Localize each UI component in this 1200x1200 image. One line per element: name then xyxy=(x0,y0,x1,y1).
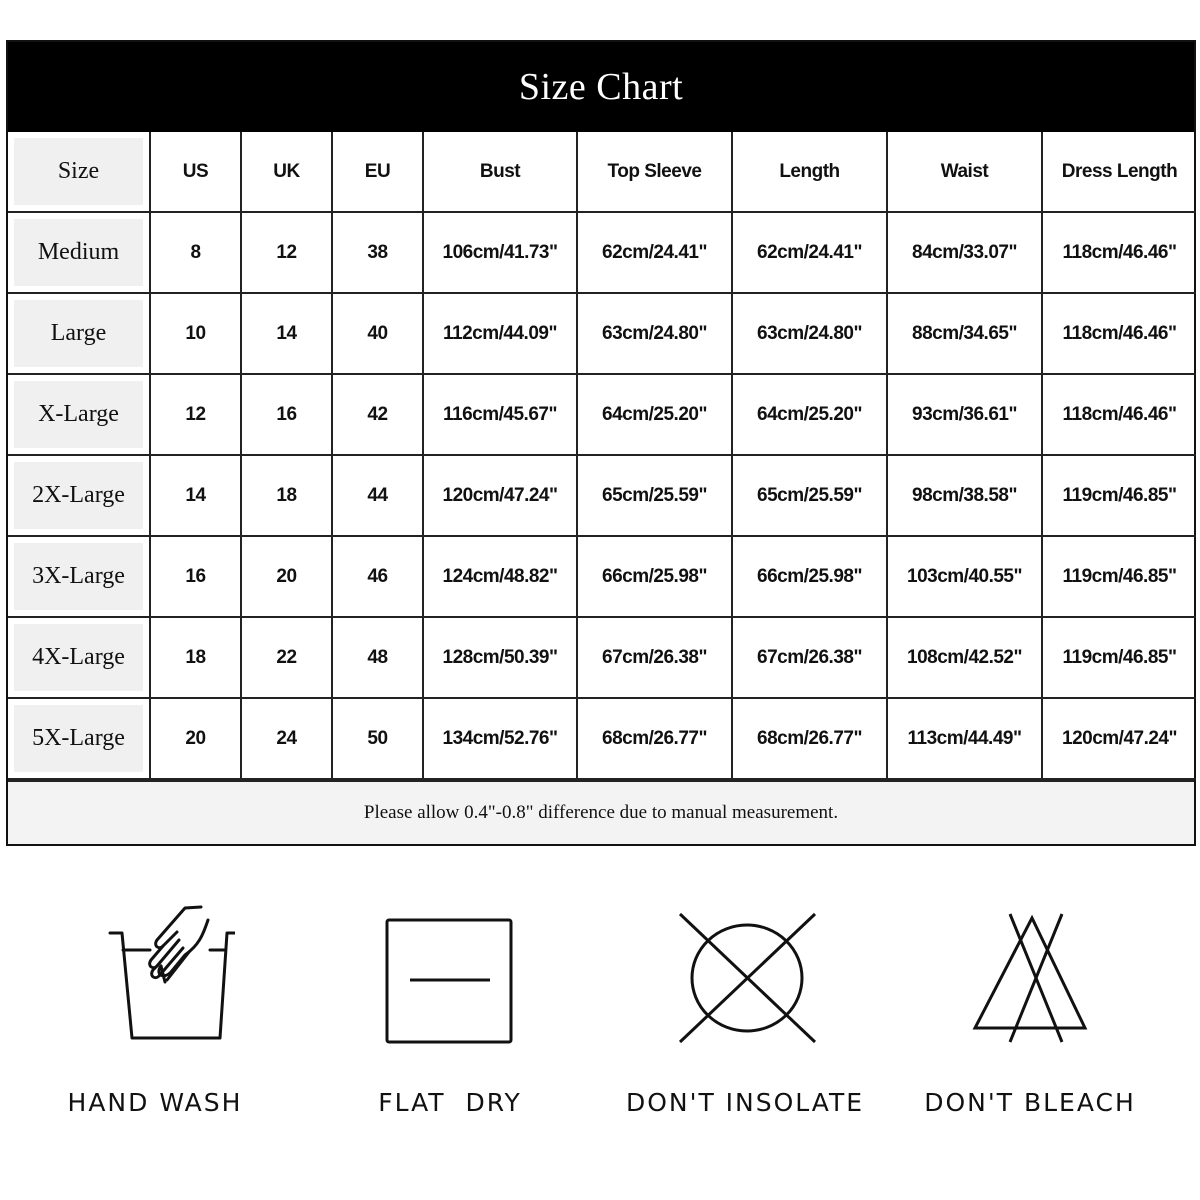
column-header: US xyxy=(150,132,241,212)
table-cell: 67cm/26.38" xyxy=(732,617,887,698)
table-cell: 65cm/25.59" xyxy=(577,455,732,536)
care-instructions xyxy=(0,900,1200,1140)
size-label: 5X-Large xyxy=(14,705,143,772)
column-header: EU xyxy=(332,132,423,212)
column-header: Waist xyxy=(887,132,1042,212)
flat-dry-icon xyxy=(370,900,530,1050)
table-cell: 62cm/24.41" xyxy=(732,212,887,293)
table-cell: 93cm/36.61" xyxy=(887,374,1042,455)
table-cell: 10 xyxy=(150,293,241,374)
table-cell: 88cm/34.65" xyxy=(887,293,1042,374)
table-cell: 50 xyxy=(332,698,423,779)
care-label-hand-wash: HAND WASH xyxy=(67,1088,243,1117)
table-cell: 48 xyxy=(332,617,423,698)
table-cell: 66cm/25.98" xyxy=(577,536,732,617)
column-header: Bust xyxy=(423,132,577,212)
table-cell: 64cm/25.20" xyxy=(577,374,732,455)
dont-insolate-icon xyxy=(665,900,825,1050)
table-cell: 119cm/46.85" xyxy=(1042,455,1196,536)
size-label: 4X-Large xyxy=(14,624,143,691)
column-header: Dress Length xyxy=(1042,132,1196,212)
measurement-note: Please allow 0.4"-0.8" difference due to manual measurement. xyxy=(8,780,1194,844)
table-cell: 134cm/52.76" xyxy=(423,698,577,779)
table-cell: 63cm/24.80" xyxy=(577,293,732,374)
table-cell: 65cm/25.59" xyxy=(732,455,887,536)
table-cell: 84cm/33.07" xyxy=(887,212,1042,293)
table-row xyxy=(8,212,1196,293)
size-label: Large xyxy=(14,300,143,367)
size-label: 2X-Large xyxy=(14,462,143,529)
table-cell: 42 xyxy=(332,374,423,455)
size-label: Medium xyxy=(14,219,143,286)
table-cell: 64cm/25.20" xyxy=(732,374,887,455)
chart-title: Size Chart xyxy=(8,42,1194,132)
table-cell: 14 xyxy=(241,293,332,374)
table-cell: 40 xyxy=(332,293,423,374)
size-label-cell xyxy=(8,698,150,779)
size-chart xyxy=(6,40,1196,846)
size-label: 3X-Large xyxy=(14,543,143,610)
table-cell: 68cm/26.77" xyxy=(577,698,732,779)
table-cell: 62cm/24.41" xyxy=(577,212,732,293)
table-row xyxy=(8,536,1196,617)
table-cell: 103cm/40.55" xyxy=(887,536,1042,617)
table-cell: 120cm/47.24" xyxy=(423,455,577,536)
table-cell: 18 xyxy=(150,617,241,698)
table-cell: 24 xyxy=(241,698,332,779)
table-header-row xyxy=(8,132,1196,212)
table-cell: 14 xyxy=(150,455,241,536)
table-row xyxy=(8,374,1196,455)
table-row xyxy=(8,455,1196,536)
size-table xyxy=(8,132,1196,780)
table-cell: 113cm/44.49" xyxy=(887,698,1042,779)
table-cell: 46 xyxy=(332,536,423,617)
table-cell: 98cm/38.58" xyxy=(887,455,1042,536)
size-label-cell xyxy=(8,212,150,293)
table-row xyxy=(8,293,1196,374)
column-header: Top Sleeve xyxy=(577,132,732,212)
table-cell: 124cm/48.82" xyxy=(423,536,577,617)
size-label: Size xyxy=(14,138,143,205)
table-cell: 66cm/25.98" xyxy=(732,536,887,617)
care-item-dont-insolate xyxy=(595,900,895,1117)
table-cell: 118cm/46.46" xyxy=(1042,293,1196,374)
table-cell: 20 xyxy=(150,698,241,779)
care-label-dont-insolate: DON'T INSOLATE xyxy=(625,1088,865,1117)
size-label-cell xyxy=(8,617,150,698)
care-label-dont-bleach: DON'T BLEACH xyxy=(924,1088,1136,1117)
table-cell: 108cm/42.52" xyxy=(887,617,1042,698)
table-cell: 8 xyxy=(150,212,241,293)
column-header: Length xyxy=(732,132,887,212)
column-header: UK xyxy=(241,132,332,212)
table-cell: 128cm/50.39" xyxy=(423,617,577,698)
table-cell: 106cm/41.73" xyxy=(423,212,577,293)
table-row xyxy=(8,617,1196,698)
size-label-cell xyxy=(8,455,150,536)
table-cell: 16 xyxy=(241,374,332,455)
size-label-cell xyxy=(8,374,150,455)
table-cell: 119cm/46.85" xyxy=(1042,617,1196,698)
table-row xyxy=(8,698,1196,779)
table-cell: 44 xyxy=(332,455,423,536)
table-cell: 68cm/26.77" xyxy=(732,698,887,779)
table-cell: 63cm/24.80" xyxy=(732,293,887,374)
column-header-size xyxy=(8,132,150,212)
size-label-cell xyxy=(8,536,150,617)
table-cell: 112cm/44.09" xyxy=(423,293,577,374)
care-item-flat-dry xyxy=(300,900,600,1117)
table-cell: 12 xyxy=(150,374,241,455)
hand-wash-icon xyxy=(75,900,235,1050)
table-cell: 120cm/47.24" xyxy=(1042,698,1196,779)
table-cell: 20 xyxy=(241,536,332,617)
table-cell: 38 xyxy=(332,212,423,293)
table-cell: 119cm/46.85" xyxy=(1042,536,1196,617)
size-label-cell xyxy=(8,293,150,374)
care-item-hand-wash xyxy=(5,900,305,1117)
table-cell: 118cm/46.46" xyxy=(1042,212,1196,293)
table-cell: 116cm/45.67" xyxy=(423,374,577,455)
table-cell: 22 xyxy=(241,617,332,698)
table-cell: 12 xyxy=(241,212,332,293)
table-cell: 67cm/26.38" xyxy=(577,617,732,698)
table-cell: 118cm/46.46" xyxy=(1042,374,1196,455)
dont-bleach-icon xyxy=(950,900,1110,1050)
table-cell: 16 xyxy=(150,536,241,617)
care-label-flat-dry: FLAT DRY xyxy=(378,1088,522,1117)
table-cell: 18 xyxy=(241,455,332,536)
size-label: X-Large xyxy=(14,381,143,448)
care-item-dont-bleach xyxy=(880,900,1180,1117)
